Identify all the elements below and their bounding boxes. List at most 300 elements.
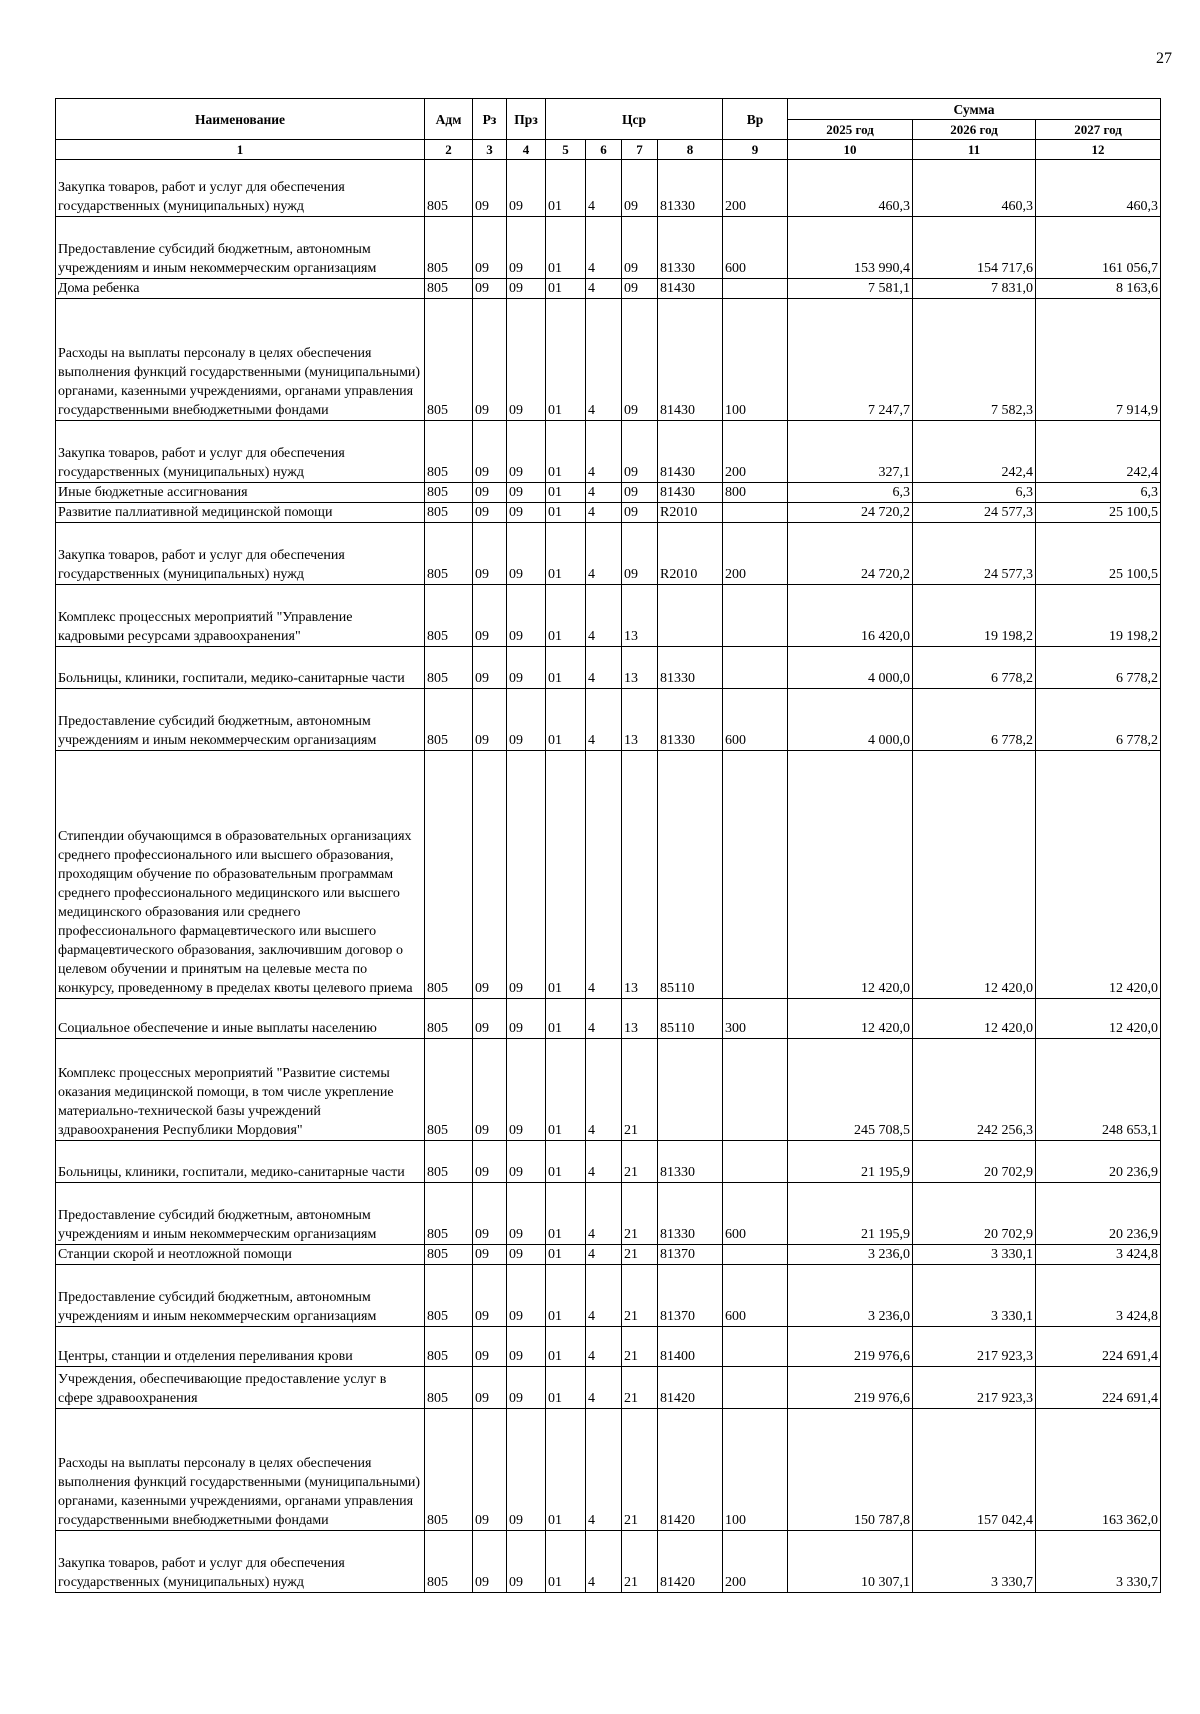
- table-row: [56, 689, 1161, 751]
- row-prz: 09: [507, 585, 546, 647]
- row-rz: 09: [473, 299, 507, 421]
- row-sum-2027: 6 778,2: [1036, 647, 1161, 689]
- row-sum-2025: 16 420,0: [788, 585, 913, 647]
- row-csr-7: 21: [622, 1531, 658, 1593]
- row-sum-2027: 248 653,1: [1036, 1039, 1161, 1141]
- row-sum-2026: 217 923,3: [913, 1327, 1036, 1367]
- table-row: [56, 523, 1161, 585]
- row-vr: 100: [723, 1409, 788, 1531]
- row-rz: 09: [473, 523, 507, 585]
- row-csr-7: 21: [622, 1245, 658, 1265]
- row-sum-2025: 219 976,6: [788, 1367, 913, 1409]
- row-rz: 09: [473, 1039, 507, 1141]
- row-adm: 805: [425, 647, 473, 689]
- row-rz: 09: [473, 1245, 507, 1265]
- row-rz: 09: [473, 1265, 507, 1327]
- row-adm: 805: [425, 1327, 473, 1367]
- row-csr-8: 81330: [658, 160, 723, 217]
- page-number: 27: [1156, 50, 1172, 67]
- row-name: Дома ребенка: [56, 279, 425, 299]
- row-sum-2025: 12 420,0: [788, 999, 913, 1039]
- row-adm: 805: [425, 1141, 473, 1183]
- row-sum-2026: 24 577,3: [913, 503, 1036, 523]
- row-csr-7: 09: [622, 299, 658, 421]
- row-name: Иные бюджетные ассигнования: [56, 483, 425, 503]
- row-csr-8: [658, 1039, 723, 1141]
- row-adm: 805: [425, 421, 473, 483]
- row-prz: 09: [507, 503, 546, 523]
- row-csr-8: 81330: [658, 689, 723, 751]
- row-sum-2027: 3 330,7: [1036, 1531, 1161, 1593]
- row-adm: 805: [425, 1409, 473, 1531]
- row-prz: 09: [507, 647, 546, 689]
- row-prz: 09: [507, 689, 546, 751]
- row-adm: 805: [425, 503, 473, 523]
- row-csr-6: 4: [586, 1265, 622, 1327]
- header-sum: Сумма: [788, 99, 1161, 120]
- row-name: Расходы на выплаты персоналу в целях обеспечения выполнения функций государственными (муниципальными) органами, казенными учреждениями, органами управления государственными внебюджетными фондами: [56, 299, 425, 421]
- row-csr-5: 01: [546, 160, 586, 217]
- row-csr-5: 01: [546, 1531, 586, 1593]
- row-sum-2027: 25 100,5: [1036, 523, 1161, 585]
- table-row: [56, 1245, 1161, 1265]
- row-name: Закупка товаров, работ и услуг для обеспечения государственных (муниципальных) нужд: [56, 421, 425, 483]
- table-row: [56, 1327, 1161, 1367]
- row-csr-5: 01: [546, 751, 586, 999]
- row-vr: [723, 1039, 788, 1141]
- row-vr: 300: [723, 999, 788, 1039]
- row-csr-8: 81420: [658, 1531, 723, 1593]
- row-csr-8: 81400: [658, 1327, 723, 1367]
- row-csr-5: 01: [546, 1183, 586, 1245]
- row-prz: 09: [507, 217, 546, 279]
- row-name: Станции скорой и неотложной помощи: [56, 1245, 425, 1265]
- row-sum-2027: 460,3: [1036, 160, 1161, 217]
- row-csr-7: 21: [622, 1183, 658, 1245]
- row-name: Учреждения, обеспечивающие предоставление услуг в сфере здравоохранения: [56, 1367, 425, 1409]
- row-csr-6: 4: [586, 421, 622, 483]
- row-csr-8: [658, 585, 723, 647]
- row-csr-5: 01: [546, 1367, 586, 1409]
- row-csr-6: 4: [586, 689, 622, 751]
- header-name: Наименование: [56, 99, 425, 140]
- row-vr: [723, 503, 788, 523]
- header-prz: Прз: [507, 99, 546, 140]
- row-sum-2025: 6,3: [788, 483, 913, 503]
- row-rz: 09: [473, 160, 507, 217]
- row-csr-5: 01: [546, 523, 586, 585]
- table-row: [56, 1183, 1161, 1245]
- table-row: [56, 421, 1161, 483]
- row-csr-8: R2010: [658, 523, 723, 585]
- row-adm: 805: [425, 217, 473, 279]
- row-name: Больницы, клиники, госпитали, медико-санитарные части: [56, 647, 425, 689]
- row-csr-6: 4: [586, 1039, 622, 1141]
- row-csr-8: 81430: [658, 279, 723, 299]
- header-adm: Адм: [425, 99, 473, 140]
- row-adm: 805: [425, 689, 473, 751]
- row-csr-7: 21: [622, 1039, 658, 1141]
- row-rz: 09: [473, 999, 507, 1039]
- row-sum-2026: 24 577,3: [913, 523, 1036, 585]
- row-sum-2027: 3 424,8: [1036, 1245, 1161, 1265]
- row-csr-8: 81370: [658, 1245, 723, 1265]
- col-number: 1: [56, 140, 425, 160]
- row-csr-7: 09: [622, 483, 658, 503]
- col-number: 12: [1036, 140, 1161, 160]
- row-name: Больницы, клиники, госпитали, медико-санитарные части: [56, 1141, 425, 1183]
- row-csr-8: 81420: [658, 1409, 723, 1531]
- row-sum-2027: 163 362,0: [1036, 1409, 1161, 1531]
- row-csr-6: 4: [586, 299, 622, 421]
- row-sum-2026: 12 420,0: [913, 999, 1036, 1039]
- row-sum-2025: 10 307,1: [788, 1531, 913, 1593]
- row-csr-7: 09: [622, 523, 658, 585]
- row-sum-2027: 12 420,0: [1036, 751, 1161, 999]
- table-row: [56, 647, 1161, 689]
- row-rz: 09: [473, 503, 507, 523]
- row-csr-7: 09: [622, 279, 658, 299]
- row-csr-6: 4: [586, 217, 622, 279]
- col-number: 9: [723, 140, 788, 160]
- row-csr-7: 13: [622, 689, 658, 751]
- row-sum-2027: 20 236,9: [1036, 1183, 1161, 1245]
- row-prz: 09: [507, 1141, 546, 1183]
- row-csr-8: 81330: [658, 217, 723, 279]
- row-name: Расходы на выплаты персоналу в целях обеспечения выполнения функций государственными (муниципальными) органами, казенными учреждениями, органами управления государственными внебюджетными фондами: [56, 1409, 425, 1531]
- row-sum-2026: 6,3: [913, 483, 1036, 503]
- row-csr-8: 81420: [658, 1367, 723, 1409]
- row-csr-7: 21: [622, 1367, 658, 1409]
- row-sum-2026: 157 042,4: [913, 1409, 1036, 1531]
- row-csr-6: 4: [586, 483, 622, 503]
- row-sum-2026: 12 420,0: [913, 751, 1036, 999]
- row-prz: 09: [507, 421, 546, 483]
- row-csr-5: 01: [546, 299, 586, 421]
- row-sum-2025: 3 236,0: [788, 1265, 913, 1327]
- row-sum-2026: 6 778,2: [913, 647, 1036, 689]
- row-sum-2025: 4 000,0: [788, 689, 913, 751]
- col-number: 7: [622, 140, 658, 160]
- row-csr-7: 21: [622, 1141, 658, 1183]
- table-row: [56, 1039, 1161, 1141]
- row-csr-7: 09: [622, 160, 658, 217]
- row-csr-6: 4: [586, 585, 622, 647]
- col-number: 6: [586, 140, 622, 160]
- row-csr-5: 01: [546, 1141, 586, 1183]
- row-sum-2026: 6 778,2: [913, 689, 1036, 751]
- row-sum-2025: 153 990,4: [788, 217, 913, 279]
- row-prz: 09: [507, 523, 546, 585]
- row-csr-6: 4: [586, 1531, 622, 1593]
- row-name: Закупка товаров, работ и услуг для обеспечения государственных (муниципальных) нужд: [56, 523, 425, 585]
- table-row: [56, 999, 1161, 1039]
- col-number: 11: [913, 140, 1036, 160]
- row-vr: [723, 1245, 788, 1265]
- row-csr-8: 81430: [658, 299, 723, 421]
- row-sum-2025: 219 976,6: [788, 1327, 913, 1367]
- col-number: 5: [546, 140, 586, 160]
- row-vr: 800: [723, 483, 788, 503]
- row-csr-5: 01: [546, 483, 586, 503]
- row-sum-2026: 3 330,7: [913, 1531, 1036, 1593]
- row-sum-2027: 12 420,0: [1036, 999, 1161, 1039]
- row-csr-6: 4: [586, 503, 622, 523]
- row-rz: 09: [473, 751, 507, 999]
- row-name: Социальное обеспечение и иные выплаты населению: [56, 999, 425, 1039]
- header-year-2027: 2027 год: [1036, 120, 1161, 140]
- row-sum-2027: 20 236,9: [1036, 1141, 1161, 1183]
- table-body: [56, 160, 1161, 1593]
- row-sum-2025: 24 720,2: [788, 503, 913, 523]
- col-number: 8: [658, 140, 723, 160]
- row-csr-6: 4: [586, 523, 622, 585]
- table-row: [56, 1141, 1161, 1183]
- row-adm: 805: [425, 483, 473, 503]
- row-sum-2026: 20 702,9: [913, 1141, 1036, 1183]
- row-sum-2027: 161 056,7: [1036, 217, 1161, 279]
- row-csr-7: 09: [622, 217, 658, 279]
- row-sum-2025: 21 195,9: [788, 1141, 913, 1183]
- row-name: Комплекс процессных мероприятий "Управление кадровыми ресурсами здравоохранения": [56, 585, 425, 647]
- row-csr-6: 4: [586, 751, 622, 999]
- row-sum-2027: 6,3: [1036, 483, 1161, 503]
- row-sum-2027: 25 100,5: [1036, 503, 1161, 523]
- header-rz: Рз: [473, 99, 507, 140]
- col-number: 10: [788, 140, 913, 160]
- column-numbers-row: [56, 140, 1161, 160]
- row-csr-5: 01: [546, 279, 586, 299]
- row-csr-7: 13: [622, 647, 658, 689]
- row-csr-6: 4: [586, 1141, 622, 1183]
- row-sum-2025: 7 247,7: [788, 299, 913, 421]
- row-adm: 805: [425, 1265, 473, 1327]
- row-vr: [723, 1367, 788, 1409]
- row-sum-2025: 150 787,8: [788, 1409, 913, 1531]
- row-csr-8: R2010: [658, 503, 723, 523]
- table-row: [56, 585, 1161, 647]
- row-sum-2027: 3 424,8: [1036, 1265, 1161, 1327]
- row-name: Комплекс процессных мероприятий "Развитие системы оказания медицинской помощи, в том числе укрепление материально-технической базы учреждений здравоохранения Республики Мордовия": [56, 1039, 425, 1141]
- row-csr-5: 01: [546, 1327, 586, 1367]
- row-prz: 09: [507, 1265, 546, 1327]
- row-prz: 09: [507, 1039, 546, 1141]
- row-vr: 200: [723, 421, 788, 483]
- row-adm: 805: [425, 1531, 473, 1593]
- row-prz: 09: [507, 279, 546, 299]
- row-sum-2027: 242,4: [1036, 421, 1161, 483]
- row-sum-2026: 242,4: [913, 421, 1036, 483]
- row-vr: [723, 751, 788, 999]
- row-sum-2027: 224 691,4: [1036, 1327, 1161, 1367]
- row-prz: 09: [507, 999, 546, 1039]
- table-row: [56, 483, 1161, 503]
- row-csr-6: 4: [586, 1367, 622, 1409]
- row-sum-2025: 245 708,5: [788, 1039, 913, 1141]
- row-adm: 805: [425, 1039, 473, 1141]
- row-vr: [723, 279, 788, 299]
- row-sum-2025: 24 720,2: [788, 523, 913, 585]
- table-row: [56, 1265, 1161, 1327]
- table-row: [56, 1367, 1161, 1409]
- row-name: Предоставление субсидий бюджетным, автономным учреждениям и иным некоммерческим организациям: [56, 1183, 425, 1245]
- row-csr-7: 09: [622, 503, 658, 523]
- table-row: [56, 751, 1161, 999]
- row-sum-2027: 8 163,6: [1036, 279, 1161, 299]
- row-prz: 09: [507, 1409, 546, 1531]
- row-sum-2025: 327,1: [788, 421, 913, 483]
- row-prz: 09: [507, 1327, 546, 1367]
- row-prz: 09: [507, 1245, 546, 1265]
- row-vr: 200: [723, 1531, 788, 1593]
- row-csr-6: 4: [586, 1245, 622, 1265]
- row-vr: [723, 1141, 788, 1183]
- row-rz: 09: [473, 689, 507, 751]
- row-sum-2026: 460,3: [913, 160, 1036, 217]
- row-prz: 09: [507, 299, 546, 421]
- header-year-2026: 2026 год: [913, 120, 1036, 140]
- row-csr-6: 4: [586, 1327, 622, 1367]
- row-rz: 09: [473, 421, 507, 483]
- table-row: [56, 503, 1161, 523]
- row-name: Закупка товаров, работ и услуг для обеспечения государственных (муниципальных) нужд: [56, 160, 425, 217]
- row-vr: [723, 1327, 788, 1367]
- row-csr-7: 09: [622, 421, 658, 483]
- row-rz: 09: [473, 1183, 507, 1245]
- row-csr-6: 4: [586, 160, 622, 217]
- row-rz: 09: [473, 279, 507, 299]
- row-name: Закупка товаров, работ и услуг для обеспечения государственных (муниципальных) нужд: [56, 1531, 425, 1593]
- col-number: 2: [425, 140, 473, 160]
- row-name: Стипендии обучающимся в образовательных организациях среднего профессионального или высшего образования, проходящим обучение по образовательным программам среднего профессионального медицинского или высшего медицинского образования или среднего профессионального фармацевтического или высшего фармацевтического образования, заключившим договор о целевом обучении и принятым на целевые места по конкурсу, проведенному в пределах квоты целевого приема: [56, 751, 425, 999]
- row-vr: 600: [723, 1265, 788, 1327]
- row-sum-2026: 3 330,1: [913, 1245, 1036, 1265]
- header-year-2025: 2025 год: [788, 120, 913, 140]
- row-rz: 09: [473, 1141, 507, 1183]
- row-csr-5: 01: [546, 1265, 586, 1327]
- table-header: [56, 99, 1161, 160]
- row-vr: 200: [723, 160, 788, 217]
- header-csr: Цср: [546, 99, 723, 140]
- row-csr-6: 4: [586, 1409, 622, 1531]
- row-sum-2026: 7 831,0: [913, 279, 1036, 299]
- row-csr-8: 85110: [658, 751, 723, 999]
- budget-table: [55, 98, 1161, 1593]
- row-rz: 09: [473, 1409, 507, 1531]
- row-sum-2026: 3 330,1: [913, 1265, 1036, 1327]
- row-sum-2025: 12 420,0: [788, 751, 913, 999]
- row-csr-5: 01: [546, 421, 586, 483]
- row-name: Предоставление субсидий бюджетным, автономным учреждениям и иным некоммерческим организациям: [56, 217, 425, 279]
- row-rz: 09: [473, 483, 507, 503]
- row-adm: 805: [425, 1183, 473, 1245]
- row-sum-2027: 224 691,4: [1036, 1367, 1161, 1409]
- row-csr-7: 21: [622, 1265, 658, 1327]
- row-csr-7: 13: [622, 999, 658, 1039]
- row-prz: 09: [507, 1367, 546, 1409]
- row-csr-5: 01: [546, 585, 586, 647]
- row-rz: 09: [473, 585, 507, 647]
- row-csr-6: 4: [586, 999, 622, 1039]
- row-csr-8: 81330: [658, 1183, 723, 1245]
- row-vr: 600: [723, 689, 788, 751]
- row-csr-6: 4: [586, 647, 622, 689]
- row-name: Предоставление субсидий бюджетным, автономным учреждениям и иным некоммерческим организациям: [56, 1265, 425, 1327]
- row-csr-6: 4: [586, 1183, 622, 1245]
- row-csr-7: 21: [622, 1327, 658, 1367]
- row-sum-2026: 19 198,2: [913, 585, 1036, 647]
- row-csr-5: 01: [546, 1409, 586, 1531]
- row-sum-2026: 242 256,3: [913, 1039, 1036, 1141]
- table-row: [56, 160, 1161, 217]
- row-csr-8: 81430: [658, 421, 723, 483]
- table-row: [56, 217, 1161, 279]
- row-adm: 805: [425, 160, 473, 217]
- row-vr: 600: [723, 217, 788, 279]
- row-csr-5: 01: [546, 999, 586, 1039]
- row-csr-8: 81330: [658, 647, 723, 689]
- row-name: Предоставление субсидий бюджетным, автономным учреждениям и иным некоммерческим организациям: [56, 689, 425, 751]
- row-rz: 09: [473, 217, 507, 279]
- row-adm: 805: [425, 1245, 473, 1265]
- row-csr-7: 21: [622, 1409, 658, 1531]
- row-vr: 200: [723, 523, 788, 585]
- row-csr-5: 01: [546, 647, 586, 689]
- row-vr: [723, 585, 788, 647]
- row-csr-5: 01: [546, 503, 586, 523]
- row-sum-2025: 21 195,9: [788, 1183, 913, 1245]
- row-csr-5: 01: [546, 689, 586, 751]
- row-adm: 805: [425, 999, 473, 1039]
- row-sum-2026: 7 582,3: [913, 299, 1036, 421]
- col-number: 3: [473, 140, 507, 160]
- row-sum-2027: 7 914,9: [1036, 299, 1161, 421]
- row-csr-8: 81430: [658, 483, 723, 503]
- row-csr-5: 01: [546, 1039, 586, 1141]
- row-rz: 09: [473, 647, 507, 689]
- row-sum-2025: 4 000,0: [788, 647, 913, 689]
- row-csr-8: 81330: [658, 1141, 723, 1183]
- row-rz: 09: [473, 1367, 507, 1409]
- row-csr-5: 01: [546, 1245, 586, 1265]
- table-row: [56, 299, 1161, 421]
- row-csr-5: 01: [546, 217, 586, 279]
- row-sum-2027: 19 198,2: [1036, 585, 1161, 647]
- row-sum-2026: 154 717,6: [913, 217, 1036, 279]
- row-name: Развитие паллиативной медицинской помощи: [56, 503, 425, 523]
- row-csr-7: 13: [622, 585, 658, 647]
- row-csr-8: 81370: [658, 1265, 723, 1327]
- row-adm: 805: [425, 751, 473, 999]
- row-sum-2025: 460,3: [788, 160, 913, 217]
- table-row: [56, 1409, 1161, 1531]
- row-vr: 100: [723, 299, 788, 421]
- row-csr-6: 4: [586, 279, 622, 299]
- row-sum-2027: 6 778,2: [1036, 689, 1161, 751]
- row-rz: 09: [473, 1531, 507, 1593]
- col-number: 4: [507, 140, 546, 160]
- row-prz: 09: [507, 751, 546, 999]
- row-adm: 805: [425, 585, 473, 647]
- table-row: [56, 1531, 1161, 1593]
- row-csr-7: 13: [622, 751, 658, 999]
- row-adm: 805: [425, 299, 473, 421]
- row-prz: 09: [507, 483, 546, 503]
- row-prz: 09: [507, 1531, 546, 1593]
- row-sum-2026: 20 702,9: [913, 1183, 1036, 1245]
- row-sum-2025: 7 581,1: [788, 279, 913, 299]
- row-vr: 600: [723, 1183, 788, 1245]
